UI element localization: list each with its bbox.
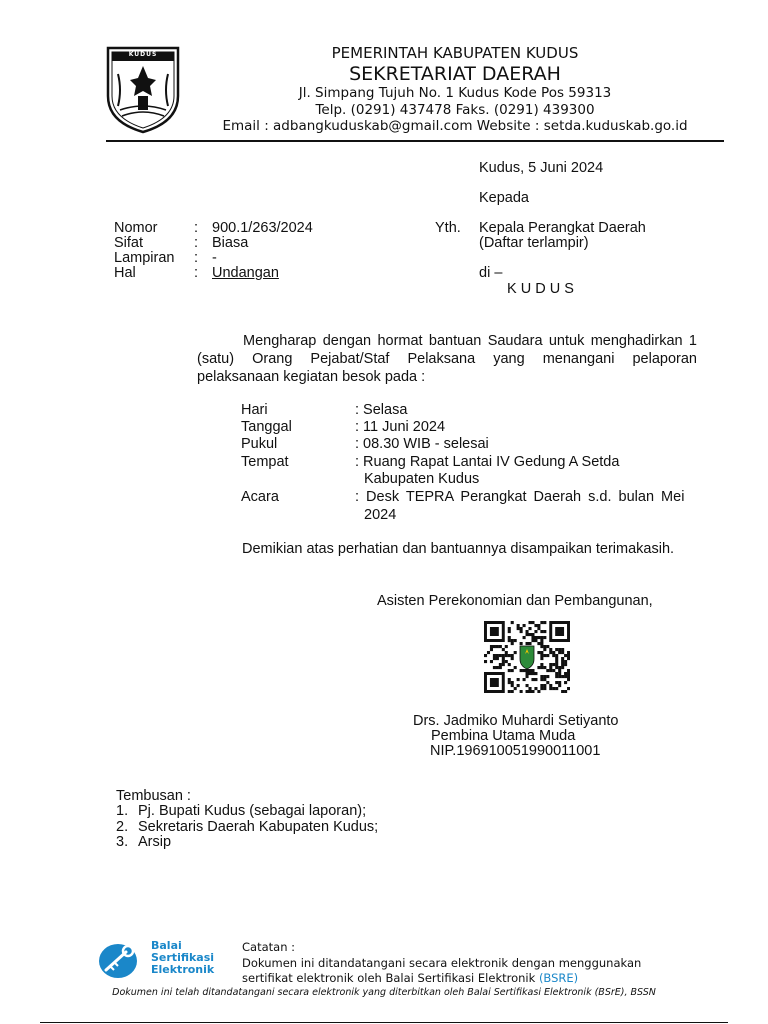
qr-module [502,654,505,657]
qr-module [564,672,567,675]
qr-module [526,630,529,633]
qr-module [523,636,526,639]
qr-module [540,639,543,642]
cc-item-1-text: Pj. Bupati Kudus (sebagai laporan); [138,803,367,819]
qr-module [508,627,511,630]
qr-module [526,684,529,687]
qr-module [493,645,496,648]
qr-module [540,657,543,660]
qr-module [567,687,570,690]
qr-module [561,675,564,678]
qr-module [543,684,546,687]
qr-module [543,621,546,624]
footer-note-2-text: sertifikat elektronik oleh Balai Sertifikasi Elektronik [242,971,539,985]
qr-module [508,636,511,639]
schedule-pukul-label: Pukul [241,436,278,452]
meta-hal-sep: : [194,265,199,281]
qr-module [511,684,514,687]
qr-module [514,651,517,654]
qr-module [567,675,570,678]
meta-lampiran-sep: : [194,250,199,266]
qr-module [528,672,531,675]
qr-module [487,651,490,654]
qr-module [567,651,570,654]
footer-note-2-accent: (BSRE) [538,971,579,985]
qr-module [526,669,529,672]
qr-module [561,657,564,660]
qr-finder [490,627,499,636]
qr-module [508,681,511,684]
qr-module [537,651,540,654]
qr-module [484,654,487,657]
qr-finder [490,678,499,687]
schedule-tempat-label: Tempat [241,454,289,470]
qr-module [537,690,540,693]
qr-module [499,666,502,669]
qr-module [558,672,561,675]
schedule-hari-value: : Selasa [355,402,408,418]
qr-module [561,666,564,669]
qr-module [540,678,543,681]
meta-hal-value: Undangan [212,265,279,281]
qr-module [514,666,517,669]
schedule-pukul-value: : 08.30 WIB - selesai [355,436,489,452]
qr-module [523,624,526,627]
qr-module [511,669,514,672]
letterhead-address: Jl. Simpang Tujuh No. 1 Kudus Kode Pos 59313 [298,85,612,101]
addressee-line2: (Daftar terlampir) [479,235,589,251]
qr-module [540,684,543,687]
qr-module [558,666,561,669]
meta-sifat-value: Biasa [212,235,249,251]
addressee-di: di – [479,265,503,281]
qr-module [558,681,561,684]
meta-sifat-sep: : [194,235,199,251]
qr-module [549,648,552,651]
qr-module [558,669,561,672]
qr-module [552,669,555,672]
qr-module [505,645,508,648]
qr-module [543,687,546,690]
cc-title: Tembusan : [116,788,191,804]
qr-module [502,648,505,651]
cc-item-2-text: Sekretaris Daerah Kabupaten Kudus; [138,819,379,835]
qr-module [499,663,502,666]
qr-module [543,630,546,633]
qr-module [502,663,505,666]
qr-module [499,645,502,648]
bsre-logo-text [151,940,214,976]
qr-module [511,690,514,693]
qr-module [555,654,558,657]
qr-module [511,681,514,684]
footer-bottom-note: Dokumen ini telah ditandatangani secara elektronik yang diterbitkan oleh Balai Sertifikasi Elektronik (BSrE), BSSN [112,987,656,998]
qr-module [567,654,570,657]
qr-module [549,663,552,666]
addressee-line1: Kepala Perangkat Daerah [479,220,646,236]
qr-module [528,627,531,630]
qr-module [567,657,570,660]
cc-item-3-text: Arsip [138,834,172,850]
qr-module [508,690,511,693]
qr-module [508,678,511,681]
qr-module [564,690,567,693]
schedule-hari-label: Hari [241,402,268,418]
qr-module [564,675,567,678]
qr-module [531,672,534,675]
qr-module [558,648,561,651]
qr-module [514,687,517,690]
qr-module [528,621,531,624]
qr-module [493,666,496,669]
qr-module [531,621,534,624]
footer-catatan: Catatan : [242,940,296,954]
kudus-emblem [104,44,182,134]
signature-name: Drs. Jadmiko Muhardi Setiyanto [413,713,619,729]
qr-module [511,657,514,660]
closing-sentence: Demikian atas perhatian dan bantuannya disampaikan terimakasih. [242,541,675,557]
qr-module [558,675,561,678]
qr-module [520,627,523,630]
qr-module [534,624,537,627]
qr-module [567,678,570,681]
qr-module [564,654,567,657]
qr-module [520,630,523,633]
qr-module [540,642,543,645]
qr-module [540,663,543,666]
qr-module [543,654,546,657]
qr-module [546,645,549,648]
qr-module [540,651,543,654]
qr-module [484,660,487,663]
qr-module [555,687,558,690]
qr-module [517,627,520,630]
cc-item-1-num: 1. [116,803,129,819]
qr-module [567,672,570,675]
qr-module [537,624,540,627]
qr-module [546,669,549,672]
qr-module [526,675,529,678]
qr-module [496,654,499,657]
footer-rule [40,1022,728,1023]
qr-module [552,654,555,657]
qr-module [537,642,540,645]
qr-module [561,660,564,663]
qr-module [540,654,543,657]
qr-module [520,690,523,693]
qr-module [505,660,508,663]
qr-module [531,690,534,693]
qr-module [537,627,540,630]
qr-module [558,651,561,654]
qr-module [508,654,511,657]
qr-module [523,678,526,681]
qr-module [531,633,534,636]
qr-module [540,687,543,690]
emblem-label: KUDUS [128,51,158,58]
qr-module [552,663,555,666]
bsre-logo [98,940,144,980]
qr-module [511,654,514,657]
qr-module [540,621,543,624]
kepada-label: Kepada [479,190,529,206]
qr-module [561,663,564,666]
schedule-acara-value [355,489,697,505]
letterhead-office: SEKRETARIAT DAERAH [349,63,561,85]
qr-module [543,678,546,681]
meta-sifat-label: Sifat [114,235,144,251]
qr-module [552,651,555,654]
qr-module [567,669,570,672]
qr-module [555,681,558,684]
qr-module [534,687,537,690]
cc-item-2-num: 2. [116,819,129,835]
meta-hal-label: Hal [114,265,136,281]
schedule-tanggal-value: : 11 Juni 2024 [355,419,446,435]
qr-module [546,675,549,678]
qr-module [555,666,558,669]
qr-module [511,621,514,624]
qr-module [517,624,520,627]
qr-module [508,639,511,642]
qr-module [555,663,558,666]
qr-module [543,645,546,648]
qr-module [502,657,505,660]
bsre-logo-line1: Balai [151,939,182,952]
qr-module [543,648,546,651]
meta-nomor-sep: : [194,220,199,236]
qr-module [520,642,523,645]
qr-module [531,636,534,639]
schedule-acara-cont: 2024 [364,507,397,523]
qr-module [540,675,543,678]
qr-module [543,675,546,678]
qr-module [555,648,558,651]
qr-module [555,660,558,663]
qr-finder [555,627,564,636]
qr-module [514,639,517,642]
addressee-city: K U D U S [507,281,574,297]
qr-module [555,672,558,675]
qr-module [490,645,493,648]
meta-lampiran-value: - [212,250,217,266]
qr-module [558,684,561,687]
qr-module [505,654,508,657]
schedule-tempat-value: : Ruang Rapat Lantai IV Gedung A Setda [355,454,620,470]
bsre-logo-icon [98,940,144,980]
body-paragraph [197,332,697,386]
addressee-yth: Yth. [435,220,461,236]
qr-module [564,663,567,666]
signature-position: Asisten Perekonomian dan Pembangunan, [377,593,653,609]
qr-module [526,690,529,693]
qr-module [523,669,526,672]
qr-module [546,681,549,684]
qr-module [528,633,531,636]
qr-module [564,681,567,684]
qr-module [526,633,529,636]
qr-module [540,636,543,639]
qr-module [561,690,564,693]
qr-module [496,666,499,669]
qr-module [534,639,537,642]
qr-module [534,672,537,675]
qr-module [499,654,502,657]
qr-module [531,678,534,681]
qr-module [496,657,499,660]
qr-code-icon [484,621,570,693]
meta-nomor-value: 900.1/263/2024 [212,220,313,236]
schedule-tanggal-label: Tanggal [241,419,292,435]
cc-item-3-num: 3. [116,834,129,850]
qr-module [505,651,508,654]
letterhead-rule [106,140,724,142]
qr-module [555,675,558,678]
schedule-acara-label: Acara [241,489,279,505]
signature-rank: Pembina Utama Muda [431,728,576,744]
qr-module [511,639,514,642]
qr-module [502,660,505,663]
qr-module [540,666,543,669]
qr-module [496,645,499,648]
qr-module [546,654,549,657]
qr-module [543,636,546,639]
qr-module [537,666,540,669]
qr-module [511,642,514,645]
qr-module [531,669,534,672]
signature-nip: NIP.196910051990011001 [430,743,601,759]
qr-module [517,678,520,681]
qr-module [534,636,537,639]
qr-module [561,651,564,654]
letterhead-contact: Email : adbangkuduskab@gmail.com Website : setda.kuduskab.go.id [222,118,688,134]
qr-module [540,630,543,633]
qr-module [561,648,564,651]
body-paragraph-text: Mengharap dengan hormat bantuan Saudara untuk menghadirkan 1 (satu) Orang Pejabat/Staf Pelaksana yang menangani pelaporan pelaksanaan kegiatan besok pada : [197,333,697,385]
qr-module [493,654,496,657]
qr-module [517,684,520,687]
letter-date: Kudus, 5 Juni 2024 [479,160,604,176]
qr-module [508,630,511,633]
qr-module [528,669,531,672]
qr-module [508,663,511,666]
letterhead-gov: PEMERINTAH KABUPATEN KUDUS [331,44,579,62]
qr-module [528,687,531,690]
qr-module [531,639,534,642]
qr-module [549,684,552,687]
qr-module [543,666,546,669]
qr-module [564,660,567,663]
qr-module [534,678,537,681]
bsre-logo-line3: Elektronik [151,963,215,976]
qr-module [549,651,552,654]
bsre-logo-line2: Sertifikasi [151,951,215,964]
qr-module [490,648,493,651]
qr-module [534,630,537,633]
qr-module [540,645,543,648]
schedule-tempat-cont: Kabupaten Kudus [364,471,480,487]
qr-module [528,642,531,645]
qr-module [526,672,529,675]
letterhead-phone: Telp. (0291) 437478 Faks. (0291) 439300 [315,102,595,118]
qr-module [537,636,540,639]
qr-module [528,690,531,693]
qr-module [526,642,529,645]
qr-module [490,660,493,663]
qr-module [549,669,552,672]
meta-lampiran-label: Lampiran [114,250,175,266]
qr-module [520,669,523,672]
schedule-acara-text: : Desk TEPRA Perangkat Daerah s.d. bulan Mei [355,489,685,505]
qr-module [508,669,511,672]
qr-module [555,657,558,660]
footer-note-1: Dokumen ini ditandatangani secara elektronik dengan menggunakan [242,956,642,970]
meta-nomor-label: Nomor [114,220,158,236]
qr-module [549,666,552,669]
qr-module [552,687,555,690]
qr-module [549,687,552,690]
qr-code [484,621,570,693]
footer-note-2 [242,971,578,985]
qr-module [493,657,496,660]
